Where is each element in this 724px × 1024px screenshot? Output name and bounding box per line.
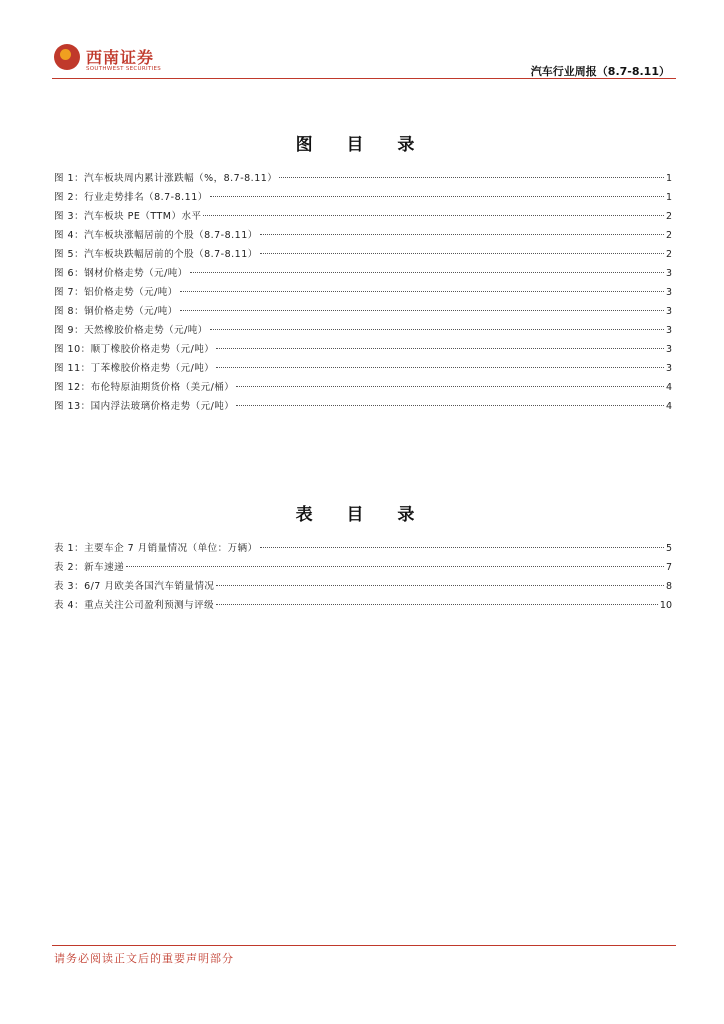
table-toc-entry-label: 表 1：主要车企 7 月销量情况（单位：万辆） (54, 543, 258, 554)
figure-toc-entry-label: 图 11：丁苯橡胶价格走势（元/吨） (54, 363, 215, 374)
figure-toc-entry-label: 图 5：汽车板块跌幅居前的个股（8.7-8.11） (54, 249, 258, 260)
dot-leader (126, 566, 664, 567)
figure-toc-entry-page: 2 (665, 211, 672, 222)
tables-toc-title: 表 目 录 (295, 505, 429, 525)
figure-toc-entry[interactable] (54, 227, 672, 246)
figure-toc-entry-page: 3 (665, 363, 672, 374)
figure-toc-entry[interactable] (54, 398, 672, 417)
figure-toc-entry[interactable] (54, 322, 672, 341)
table-toc-entry-label: 表 3：6/7 月欧美各国汽车销量情况 (54, 581, 215, 592)
figure-toc-entry-page: 2 (665, 249, 672, 260)
dot-leader (260, 234, 664, 235)
figures-toc-title: 图 目 录 (295, 135, 429, 155)
logo-chinese-name: 西南证券 (86, 48, 155, 67)
figure-toc-entry-page: 4 (665, 382, 672, 393)
figure-toc-entry[interactable] (54, 189, 672, 208)
figure-toc-entry-label: 图 2：行业走势排名（8.7-8.11） (54, 192, 208, 203)
footer-disclaimer: 请务必阅读正文后的重要声明部分 (54, 952, 234, 965)
figure-toc-entry[interactable] (54, 360, 672, 379)
footer-divider (52, 945, 676, 946)
figure-toc-entry-page: 3 (665, 325, 672, 336)
figure-toc-entry-label: 图 4：汽车板块涨幅居前的个股（8.7-8.11） (54, 230, 258, 241)
table-toc-entry-page: 7 (665, 562, 672, 573)
figure-toc-entry[interactable] (54, 379, 672, 398)
figure-toc-entry[interactable] (54, 265, 672, 284)
report-title: 汽车行业周报（8.7-8.11） (530, 65, 670, 78)
figure-toc-entry-page: 3 (665, 344, 672, 355)
tables-toc-list (54, 540, 672, 616)
table-toc-entry-page: 8 (665, 581, 672, 592)
dot-leader (216, 585, 664, 586)
dot-leader (236, 405, 664, 406)
company-logo (52, 42, 162, 76)
logo-english-name: SOUTHWEST SECURITIES (86, 66, 162, 72)
table-toc-entry[interactable] (54, 540, 672, 559)
page-header (52, 40, 676, 82)
dot-leader (210, 196, 664, 197)
table-toc-entry[interactable] (54, 559, 672, 578)
table-toc-entry-label: 表 2：新车速递 (54, 562, 125, 573)
dot-leader (190, 272, 664, 273)
figure-toc-entry-page: 3 (665, 268, 672, 279)
figure-toc-entry-label: 图 12：布伦特原油期货价格（美元/桶） (54, 382, 235, 393)
figure-toc-entry-page: 3 (665, 306, 672, 317)
dot-leader (260, 253, 664, 254)
header-divider (52, 78, 676, 79)
figure-toc-entry-label: 图 6：钢材价格走势（元/吨） (54, 268, 188, 279)
figure-toc-entry[interactable] (54, 246, 672, 265)
dot-leader (279, 177, 664, 178)
figure-toc-entry-label: 图 13：国内浮法玻璃价格走势（元/吨） (54, 401, 235, 412)
figure-toc-entry[interactable] (54, 208, 672, 227)
figure-toc-entry-label: 图 1：汽车板块周内累计涨跌幅（%，8.7-8.11） (54, 173, 278, 184)
figure-toc-entry[interactable] (54, 170, 672, 189)
table-toc-entry-page: 10 (659, 600, 672, 611)
dot-leader (216, 348, 664, 349)
dot-leader (260, 547, 664, 548)
figure-toc-entry-label: 图 7：铝价格走势（元/吨） (54, 287, 178, 298)
table-toc-entry[interactable] (54, 597, 672, 616)
figure-toc-entry-page: 1 (665, 173, 672, 184)
table-toc-entry-page: 5 (665, 543, 672, 554)
figure-toc-entry-label: 图 8：铜价格走势（元/吨） (54, 306, 178, 317)
figure-toc-entry-page: 2 (665, 230, 672, 241)
table-toc-entry[interactable] (54, 578, 672, 597)
figure-toc-entry-page: 4 (665, 401, 672, 412)
logo-emblem-icon (54, 44, 80, 70)
dot-leader (180, 291, 664, 292)
figure-toc-entry-label: 图 3：汽车板块 PE（TTM）水平 (54, 211, 202, 222)
figure-toc-entry-page: 3 (665, 287, 672, 298)
figure-toc-entry[interactable] (54, 303, 672, 322)
dot-leader (203, 215, 664, 216)
table-toc-entry-label: 表 4：重点关注公司盈利预测与评级 (54, 600, 215, 611)
figure-toc-entry[interactable] (54, 341, 672, 360)
dot-leader (180, 310, 664, 311)
figures-toc-list (54, 170, 672, 417)
dot-leader (210, 329, 664, 330)
dot-leader (236, 386, 664, 387)
dot-leader (216, 604, 658, 605)
dot-leader (216, 367, 664, 368)
figure-toc-entry-page: 1 (665, 192, 672, 203)
figure-toc-entry-label: 图 9：天然橡胶价格走势（元/吨） (54, 325, 208, 336)
figure-toc-entry-label: 图 10：顺丁橡胶价格走势（元/吨） (54, 344, 215, 355)
figure-toc-entry[interactable] (54, 284, 672, 303)
